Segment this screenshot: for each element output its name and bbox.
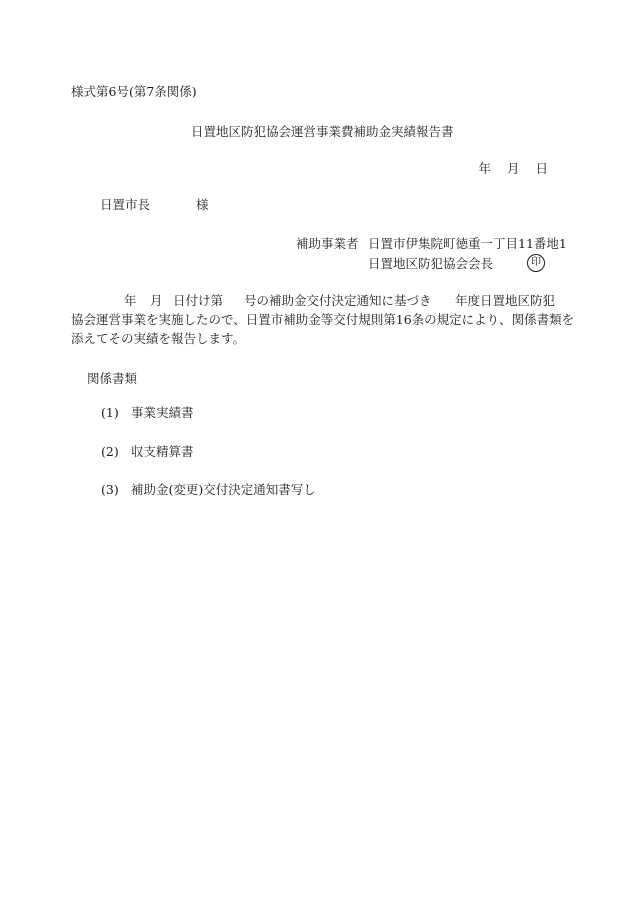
form-number: 様式第6号(第7条関係) bbox=[71, 84, 197, 99]
addressee-suffix: 様 bbox=[196, 197, 209, 212]
date-line bbox=[478, 163, 548, 176]
document-item-number: (3) bbox=[101, 482, 119, 497]
related-documents-heading: 関係書類 bbox=[87, 371, 138, 386]
applicant-label: 補助事業者 bbox=[296, 236, 359, 251]
document-title: 日置地区防犯協会運営事業費補助金実績報告書 bbox=[191, 124, 454, 139]
date-month-label: 月 bbox=[506, 161, 520, 176]
document-item-text: 事業実績書 bbox=[131, 405, 194, 420]
body-day-label: 日付け第 bbox=[173, 293, 224, 308]
body-fiscal-year-text: 年度日置地区防犯 bbox=[455, 293, 556, 308]
document-item-text: 収支精算書 bbox=[131, 444, 194, 459]
body-line-2: 協会運営事業を実施したので、日置市補助金等交付規則第16条の規定により、関係書類を bbox=[71, 312, 575, 327]
date-day-label: 日 bbox=[535, 161, 548, 176]
document-item-number: (2) bbox=[101, 444, 119, 459]
body-notice-text: 号の補助金交付決定通知に基づき bbox=[244, 293, 432, 308]
body-month-label: 月 bbox=[150, 293, 163, 308]
body-year-label: 年 bbox=[124, 293, 137, 308]
date-year-label: 年 bbox=[478, 161, 491, 176]
body-line-3: 添えてその実績を報告します。 bbox=[71, 331, 246, 346]
applicant-name: 日置地区防犯協会会長 bbox=[368, 256, 494, 271]
seal-mark: 印 bbox=[527, 254, 545, 272]
document-item-number: (1) bbox=[101, 405, 119, 420]
document-item-text: 補助金(変更)交付決定通知書写し bbox=[131, 482, 316, 497]
applicant-address: 日置市伊集院町徳重一丁目11番地1 bbox=[368, 236, 567, 251]
addressee-name: 日置市長 bbox=[100, 197, 151, 212]
